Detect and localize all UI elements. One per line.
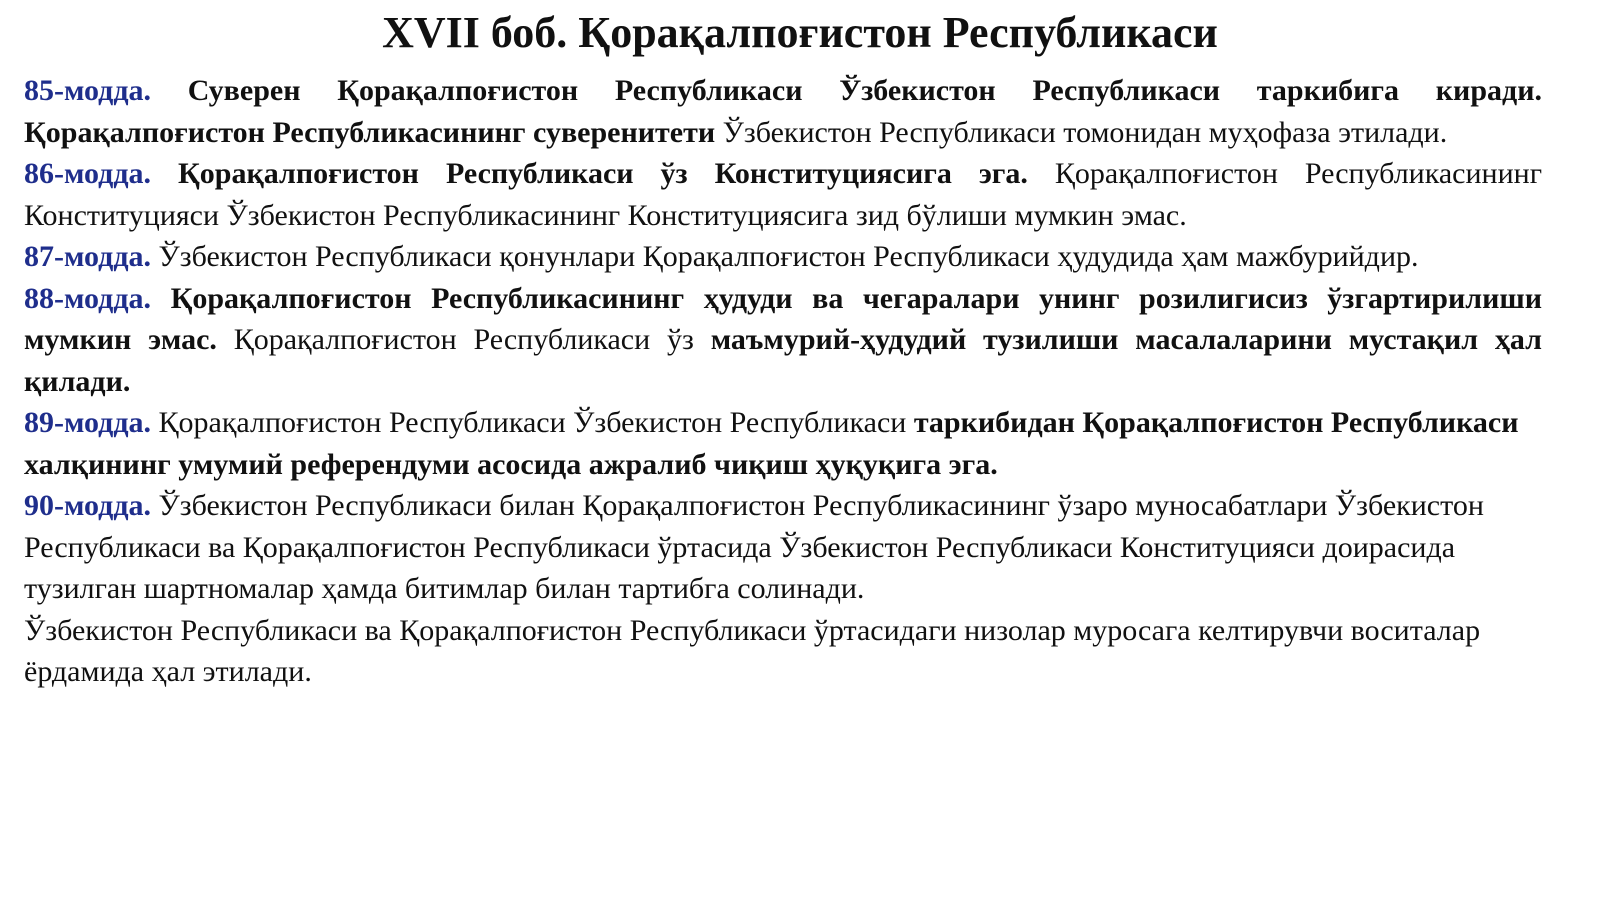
article-number: 89-модда. (24, 406, 152, 439)
article-89 (24, 402, 1542, 485)
article-text: Қорақалпоғистон Республикаси ўз (216, 323, 711, 356)
article-text-bold: Суверен Қорақалпоғистон Республикаси Ўзбекистон Республикаси таркибига киради. Қорақалпоғистон Республикасининг суверенитети (24, 74, 1542, 149)
article-number: 85-модда. (24, 74, 152, 107)
article-text-bold: Қорақалпоғистон Республикаси ўз Конституциясига эга. (151, 157, 1028, 190)
article-text: Ўзбекистон Республикаси қонунлари Қорақалпоғистон Республикаси ҳудудида ҳам мажбурийдир. (151, 240, 1419, 273)
article-text-bold: таркибидан Қорақалпоғистон Республикаси халқининг умумий референдуми асосида ажралиб чиқиш ҳуқуқига эга. (24, 406, 1519, 481)
article-85 (24, 70, 1542, 153)
article-90 (24, 485, 1542, 693)
article-text-bold: маъмурий-ҳудудий тузилиши масалаларини мустақил ҳал қилади. (24, 323, 1542, 398)
article-text: Ўзбекистон Республикаси билан Қорақалпоғистон Республикасининг ўзаро муносабатлари Ўзбекистон Республикаси ва Қорақалпоғистон Республикаси ўртасида Ўзбекистон Республикаси Конституцияси доирасида тузилган шартномалар ҳамда битимлар билан тартибга солинади. (24, 489, 1484, 605)
article-number: 86-модда. (24, 157, 152, 190)
article-87 (24, 236, 1542, 278)
article-number: 90-модда. (24, 489, 152, 522)
article-number: 88-модда. (24, 281, 152, 315)
article-88 (24, 278, 1542, 403)
article-text: Қорақалпоғистон Республикасининг Конституцияси Ўзбекистон Республикасининг Конституциясига зид бўлиши мумкин эмас. (24, 157, 1543, 232)
articles-body (0, 62, 1600, 693)
article-number: 87-модда. (24, 240, 152, 273)
article-86 (24, 153, 1542, 236)
article-text: Ўзбекистон Республикаси ва Қорақалпоғистон Республикаси ўртасидаги низолар муросага келтирувчи воситалар ёрдамида ҳал этилади. (24, 613, 1481, 688)
article-text: Қорақалпоғистон Республикаси Ўзбекистон Республикаси (151, 406, 914, 439)
page-title: XVII боб. Қорақалпоғистон Республикаси (382, 8, 1218, 57)
article-text-bold: Қорақалпоғистон Республикасининг ҳудуди ва чегаралари унинг розилигисиз ўзгартирилиши мумкин эмас. (24, 281, 1542, 356)
article-text: Ўзбекистон Республикаси томонидан муҳофаза этилади. (715, 115, 1448, 149)
